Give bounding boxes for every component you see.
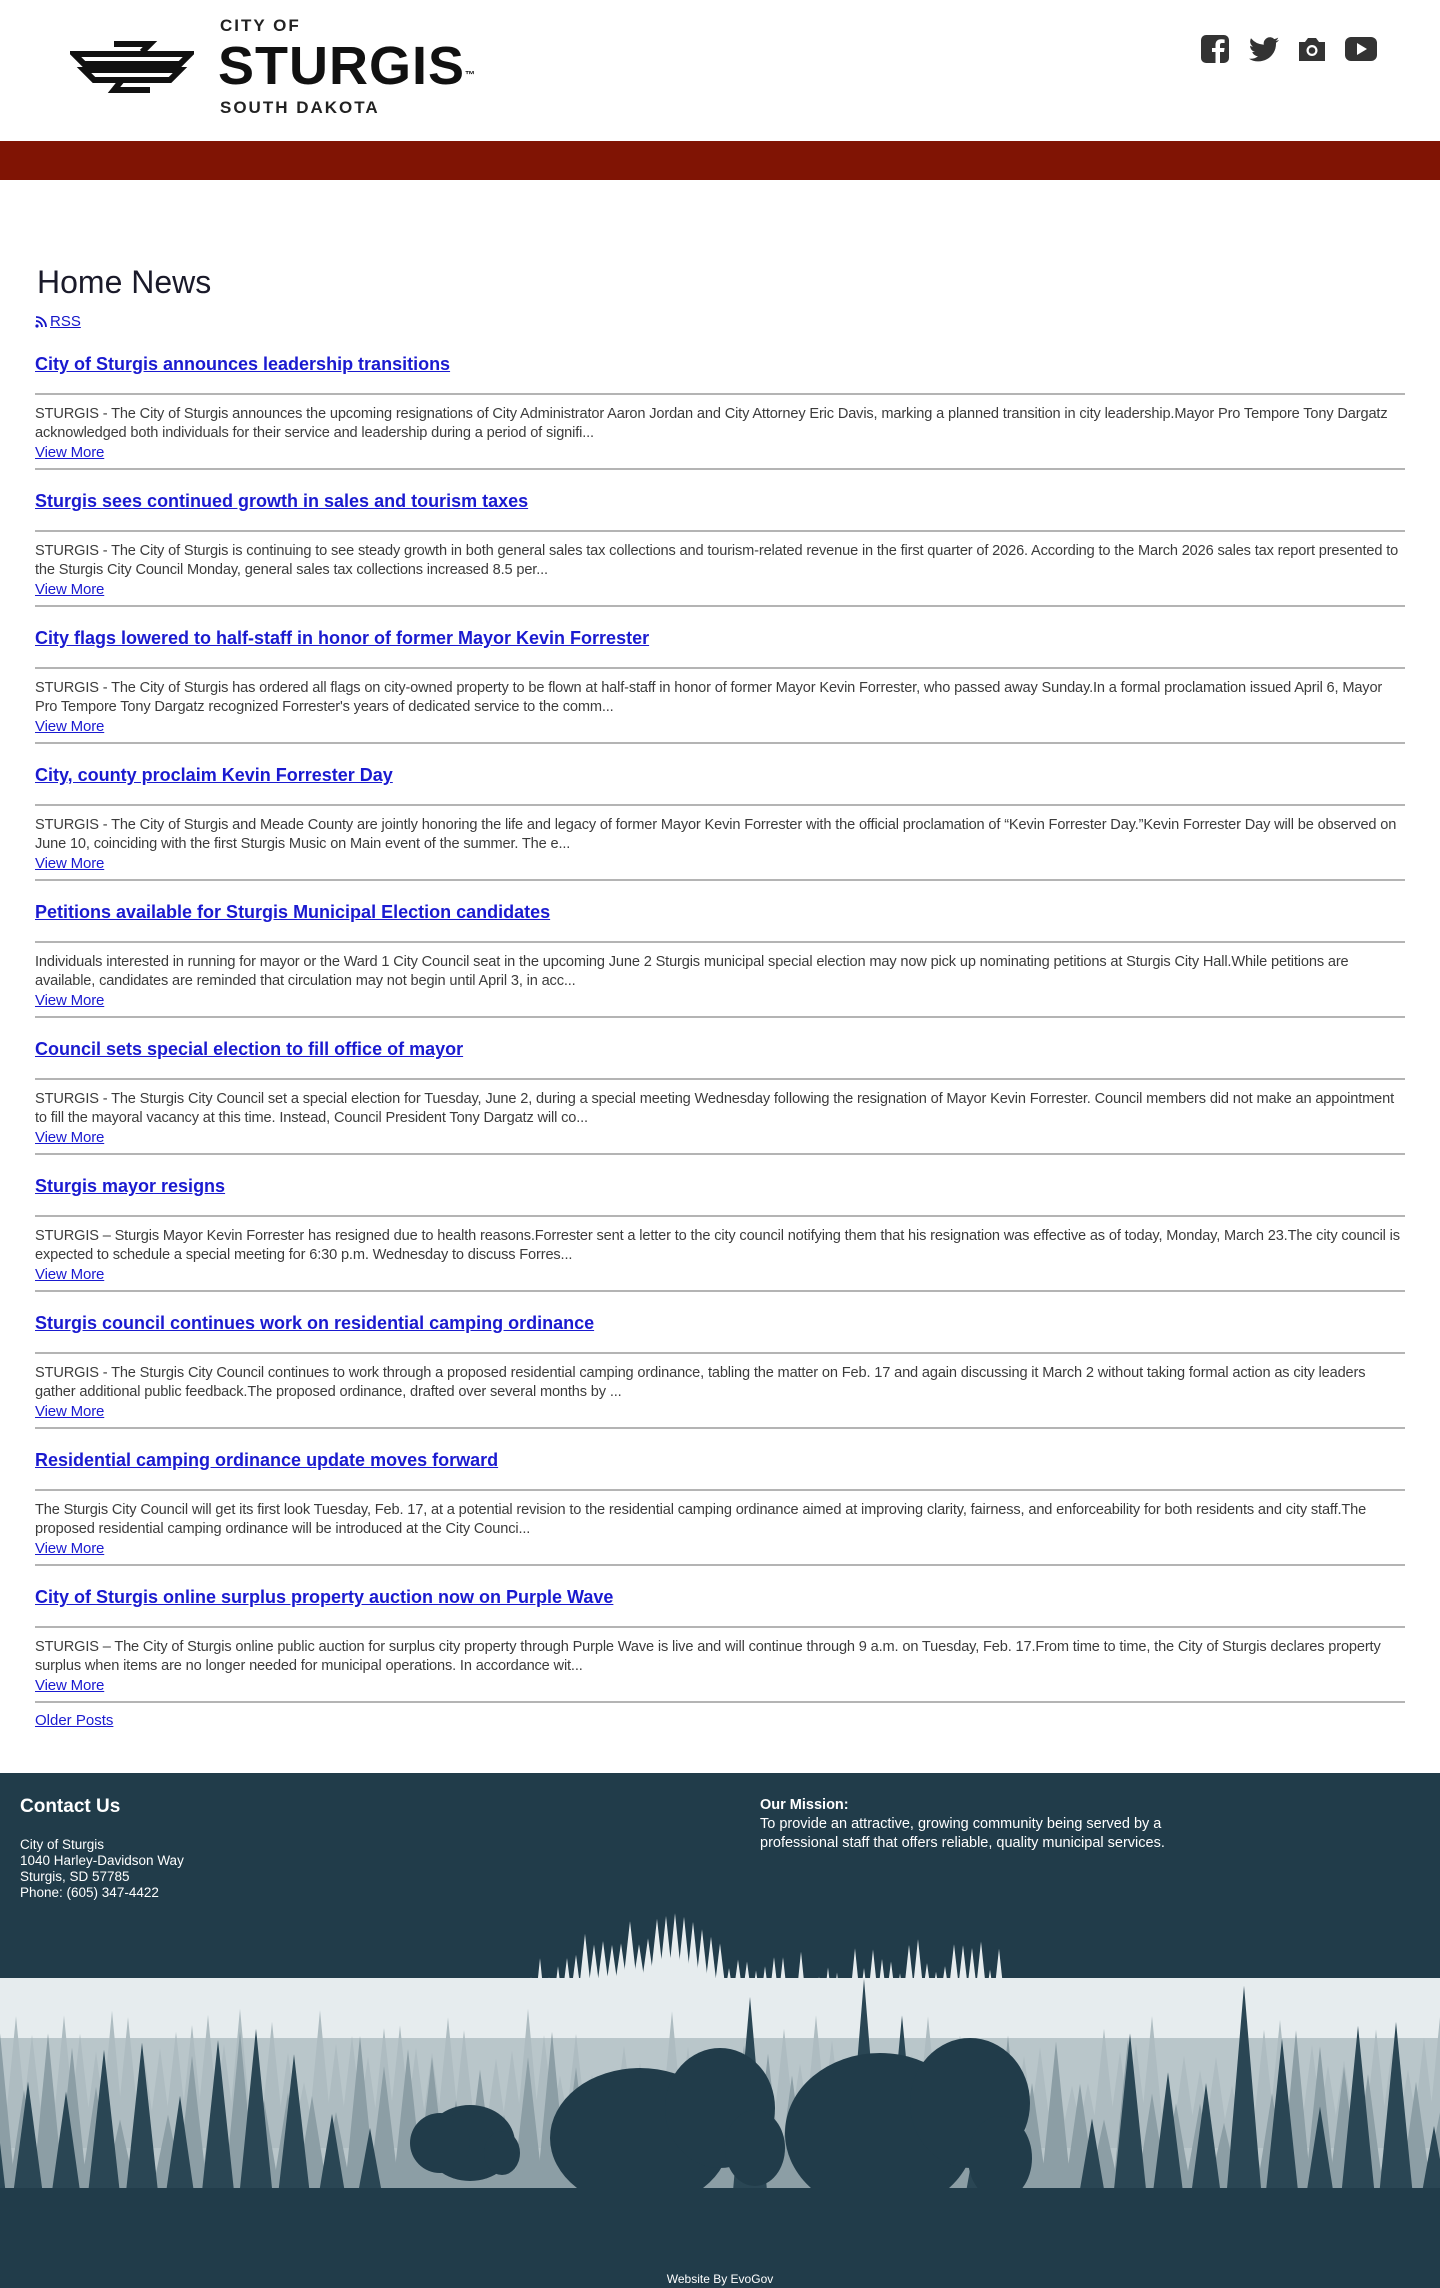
contact-title: Contact Us [20, 1796, 121, 1817]
article-summary: STURGIS - The City of Sturgis has ordered all flags on city-owned property to be flown at half-staff in honor of former Mayor Kevin Forrester, who passed away Sunday.In a formal proclamation issued April 6, Mayor Pro Tempore Tony Dargatz recognized Forrester's years of dedicated service to the comm... View More [35, 669, 1405, 742]
site-footer [0, 1773, 1440, 2288]
divider [35, 742, 1405, 744]
news-article [35, 353, 1405, 470]
landscape-layer [0, 2188, 1440, 2218]
forest-bison-illustration [0, 1888, 1440, 2288]
article-title-link[interactable]: City of Sturgis announces leadership transitions [35, 354, 451, 374]
facebook-icon[interactable] [1200, 34, 1234, 68]
news-main [0, 262, 1440, 1731]
article-summary: STURGIS – The City of Sturgis online public auction for surplus city property through Purple Wave is live and will continue through 9 a.m. on Tuesday, Feb. 17.From time to time, the City of Sturgis declares property surplus when items are no longer needed for municipal operations. In accordance wit... View More [35, 1628, 1405, 1701]
news-article [35, 490, 1405, 607]
news-article [35, 901, 1405, 1018]
divider [35, 1016, 1405, 1018]
article-summary: The Sturgis City Council will get its first look Tuesday, Feb. 17, at a potential revision to the residential camping ordinance aimed at improving clarity, fairness, and enforceability for both residents and city staff.The proposed residential camping ordinance will be introduced at the City Counci... View More [35, 1491, 1405, 1564]
site-header [0, 0, 1440, 141]
view-more-link[interactable]: View More [35, 992, 105, 1009]
article-title-link[interactable]: Petitions available for Sturgis Municipal Election candidates [35, 902, 551, 922]
phone-link[interactable]: Phone: (605) 347-4422 [20, 1885, 159, 1900]
article-list [35, 353, 1405, 1703]
mission-section [760, 1796, 1240, 1853]
view-more-link[interactable]: View More [35, 1540, 105, 1557]
article-summary: STURGIS - The Sturgis City Council continues to work through a proposed residential camping ordinance, tabling the matter on Feb. 17 and again discussing it March 2 without taking formal action as city leaders gather additional public feedback.The proposed ordinance, drafted over several months by ... View More [35, 1354, 1405, 1427]
trademark: ™ [465, 70, 477, 81]
divider [35, 1427, 1405, 1429]
article-title-link[interactable]: Sturgis council continues work on residential camping ordinance [35, 1313, 595, 1333]
article-title-link[interactable]: City flags lowered to half-staff in honor of former Mayor Kevin Forrester [35, 628, 650, 648]
social-links [1200, 34, 1378, 68]
divider [35, 879, 1405, 881]
view-more-link[interactable]: View More [35, 718, 105, 735]
divider [35, 468, 1405, 470]
article-summary: STURGIS - The City of Sturgis announces the upcoming resignations of City Administrator Aaron Jordan and City Attorney Eric Davis, marking a planned transition in city leadership.Mayor Pro Tempore Tony Dargatz acknowledged both individuals for their service and leadership during a period of signifi... View More [35, 395, 1405, 468]
logo-name: STURGIS [218, 36, 466, 96]
news-article [35, 764, 1405, 881]
rss-link[interactable] [35, 312, 81, 332]
divider [35, 1701, 1405, 1703]
divider [35, 1564, 1405, 1566]
city-logo[interactable]: CITY OF STURGIS™ SOUTH DAKOTA [70, 16, 490, 121]
view-more-link[interactable]: View More [35, 581, 105, 598]
news-article [35, 627, 1405, 744]
twitter-icon[interactable] [1248, 34, 1282, 68]
view-more-link[interactable]: View More [35, 444, 105, 461]
article-title-link[interactable]: City of Sturgis online surplus property auction now on Purple Wave [35, 1587, 614, 1607]
news-article [35, 1312, 1405, 1429]
contact-section [20, 1795, 184, 1901]
article-title-link[interactable]: Council sets special election to fill office of mayor [35, 1039, 464, 1059]
news-article [35, 1038, 1405, 1155]
youtube-icon[interactable] [1344, 34, 1378, 68]
view-more-link[interactable]: View More [35, 1403, 105, 1420]
bison-shape [725, 2110, 785, 2186]
bison-shape [968, 2116, 1032, 2200]
article-summary: STURGIS – Sturgis Mayor Kevin Forrester has resigned due to health reasons.Forrester sent a letter to the city council notifying them that his resignation was effective as of today, Monday, March 23.The city council is expected to schedule a special meeting for 6:30 p.m. Wednesday to discuss Forres... View More [35, 1217, 1405, 1290]
article-summary: STURGIS - The Sturgis City Council set a special election for Tuesday, June 2, during a special meeting Wednesday following the resignation of Mayor Kevin Forrester. Council members did not make an appointment to fill the mayoral vacancy at this time. Instead, Council President Tony Dargatz will co... View More [35, 1080, 1405, 1153]
article-title-link[interactable]: Residential camping ordinance update moves forward [35, 1450, 499, 1470]
sturgis-emblem-icon [70, 38, 194, 94]
article-summary: STURGIS - The City of Sturgis is continuing to see steady growth in both general sales tax collections and tourism-related revenue in the first quarter of 2026. According to the March 2026 sales tax report presented to the Sturgis City Council Monday, general sales tax collections increased 8.5 per... View More [35, 532, 1405, 605]
header-band [0, 141, 1440, 180]
bison-shape [410, 2113, 470, 2173]
divider [35, 1290, 1405, 1292]
article-summary: Individuals interested in running for mayor or the Ward 1 City Council seat in the upcoming June 2 Sturgis municipal special election may now pick up nominating petitions at Sturgis City Hall.While petitions are available, candidates are reminded that circulation may not begin until April 3, in acc... View More [35, 943, 1405, 1016]
article-title-link[interactable]: Sturgis mayor resigns [35, 1176, 226, 1196]
contact-address: City of Sturgis 1040 Harley-Davidson Way Sturgis, SD 57785 Phone: (605) 347-4422 [20, 1837, 184, 1900]
article-title-link[interactable]: City, county proclaim Kevin Forrester Day [35, 765, 393, 785]
news-article [35, 1175, 1405, 1292]
mission-title: Our Mission: [760, 1797, 849, 1813]
website-credit-link[interactable]: Website By EvoGov [666, 2272, 774, 2286]
article-title-link[interactable]: Sturgis sees continued growth in sales and tourism taxes [35, 491, 529, 511]
page-title: Home News [37, 264, 212, 300]
older-posts-link[interactable]: Older Posts [35, 1712, 114, 1729]
view-more-link[interactable]: View More [35, 855, 105, 872]
instagram-icon[interactable] [1296, 34, 1330, 68]
divider [35, 1153, 1405, 1155]
divider [35, 605, 1405, 607]
rss-label: RSS [50, 313, 81, 330]
mission-text: To provide an attractive, growing community being served by a professional staff that offers reliable, quality municipal services. [760, 1816, 1165, 1851]
view-more-link[interactable]: View More [35, 1129, 105, 1146]
view-more-link[interactable]: View More [35, 1266, 105, 1283]
news-article [35, 1586, 1405, 1703]
bison-shape [484, 2131, 520, 2175]
article-summary: STURGIS - The City of Sturgis and Meade County are jointly honoring the life and legacy of former Mayor Kevin Forrester with the official proclamation of “Kevin Forrester Day.”Kevin Forrester Day will be observed on June 10, coinciding with the first Sturgis Music on Main event of the summer. The e... View More [35, 806, 1405, 879]
news-article [35, 1449, 1405, 1566]
rss-icon [35, 316, 47, 328]
view-more-link[interactable]: View More [35, 1677, 105, 1694]
